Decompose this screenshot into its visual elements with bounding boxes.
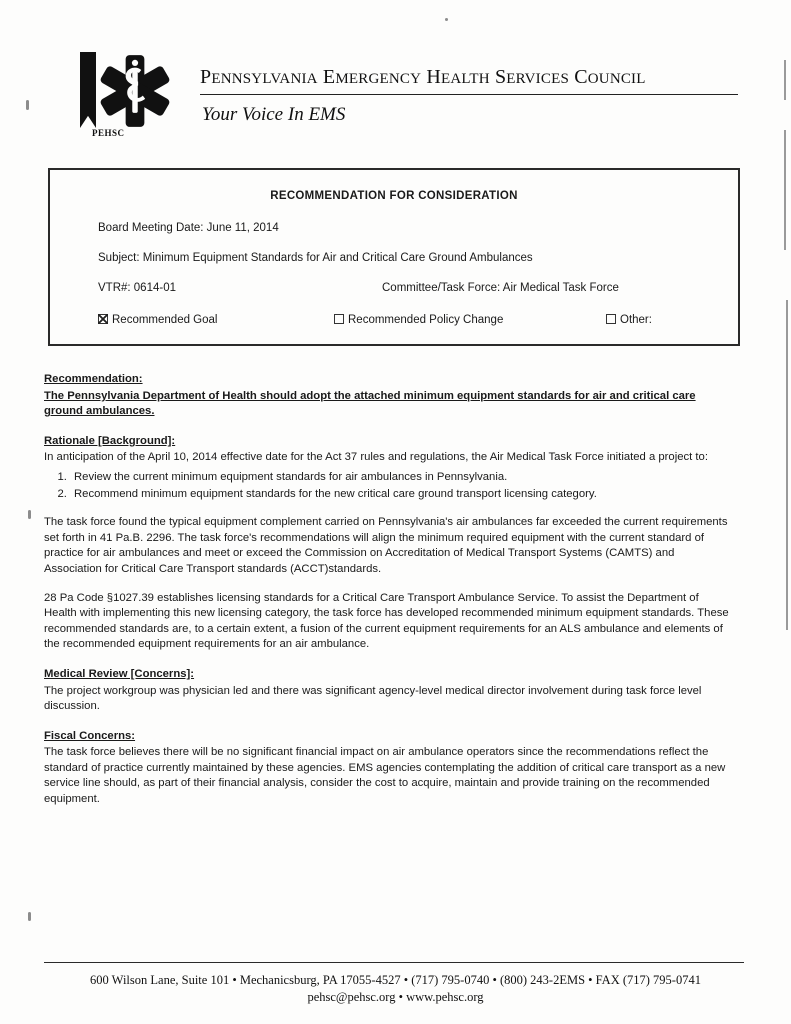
checkbox-label: Recommended Policy Change [348,314,504,326]
rationale-list [44,470,734,502]
checkbox-label: Recommended Goal [112,314,218,326]
rationale-paragraph-3: 28 Pa Code §1027.39 establishes licensing standards for a Critical Care Transport Ambulance Service. To assist the Department of Health with implementing this new licensing category, the task force has developed recommended minimum equipment standards. These recommended standards are, to a certain extent, a fusion of the current equipment requirements for an ALS ambulance and elements of the recommended equipment requirements for an air ambulance. [44,591,729,651]
board-meeting-date: Board Meeting Date: June 11, 2014 [98,222,279,234]
rationale-heading: Rationale [Background]: [44,434,176,447]
committee-task-force: Committee/Task Force: Air Medical Task Force [382,282,619,294]
logo-caption: PEHSC [92,128,125,138]
recommendation-heading: Recommendation: [44,373,143,385]
checkbox-icon[interactable] [606,314,616,324]
footer-contact: pehsc@pehsc.org • www.pehsc.org [307,990,484,1004]
checkbox-icon-checked[interactable] [98,314,108,324]
fiscal-concerns-heading: Fiscal Concerns: [44,729,136,742]
recommendation-box-title: RECOMMENDATION FOR CONSIDERATION [270,190,518,202]
scan-speck [445,18,448,21]
scan-edge-mark [784,60,786,100]
rationale-paragraph-2: The task force found the typical equipment complement carried on Pennsylvania's air ambulances far exceeded the current requirements set forth in 41 Pa.B. 2296. The task force's recommendations will align the minimum required equipment with the current standard of practice for air ambulances and meet or exceed the Commission on Accreditation of Medical Transport Systems (CAMTS) and Association for Critical Care Transport standards (ACCT)standards. [44,516,728,575]
rationale-intro: In anticipation of the April 10, 2014 effective date for the Act 37 rules and regulations, the Air Medical Task Force initiated a project to: [44,451,708,464]
star-of-life-svg [92,52,178,130]
medical-review-heading: Medical Review [Concerns]: [44,667,195,680]
scan-speck [28,510,31,519]
header-divider [200,94,738,95]
checkbox-label: Other: [620,314,652,326]
footer [0,972,791,1006]
org-name: PENNSYLVANIA EMERGENCY HEALTH SERVICES COUNCIL [200,66,646,88]
footer-divider [44,962,744,963]
checkbox-other[interactable] [606,313,652,326]
medical-review-text: The project workgroup was physician led and there was significant agency-level medical director involvement during task force level discussion. [44,684,702,713]
scan-speck [26,100,29,110]
scan-edge-mark [784,130,786,250]
footer-address: 600 Wilson Lane, Suite 101 • Mechanicsburg, PA 17055-4527 • (717) 795-0740 • (800) 243-2EMS • FAX (717) 795-0741 [90,973,701,987]
fiscal-concerns-text: The task force believes there will be no significant financial impact on air ambulance operators since the recommendations reflect the standard of practice currently maintained by these agencies. EMS agencies contemplating the addition of critical care transport as a new service line should, as part of their financial analysis, consider the cost to acquire, maintain and provide training on the recommended equipment. [44,746,726,806]
checkbox-recommended-goal[interactable] [98,313,217,326]
checkbox-recommended-policy-change[interactable] [334,313,503,326]
scan-edge-mark [786,300,788,630]
vtr-line [98,282,619,294]
letterhead [78,50,738,150]
recommendation-text: The Pennsylvania Department of Health should adopt the attached minimum equipment standards for air and critical care ground ambulances. [44,389,696,418]
checkbox-icon[interactable] [334,314,344,324]
recommendation-box [48,168,740,346]
pehsc-logo [78,50,188,146]
document-body [44,372,734,808]
scan-speck [28,912,31,921]
list-item: 1. Review the current minimum equipment standards for air ambulances in Pennsylvania. [70,470,734,486]
vtr-number: VTR#: 0614-01 [98,282,176,294]
list-item: 2. Recommend minimum equipment standards for the new critical care ground transport licensing category. [70,487,734,503]
org-tagline: Your Voice In EMS [202,104,346,125]
subject-line: Subject: Minimum Equipment Standards for Air and Critical Care Ground Ambulances [98,252,533,264]
star-of-life-icon [80,52,184,128]
